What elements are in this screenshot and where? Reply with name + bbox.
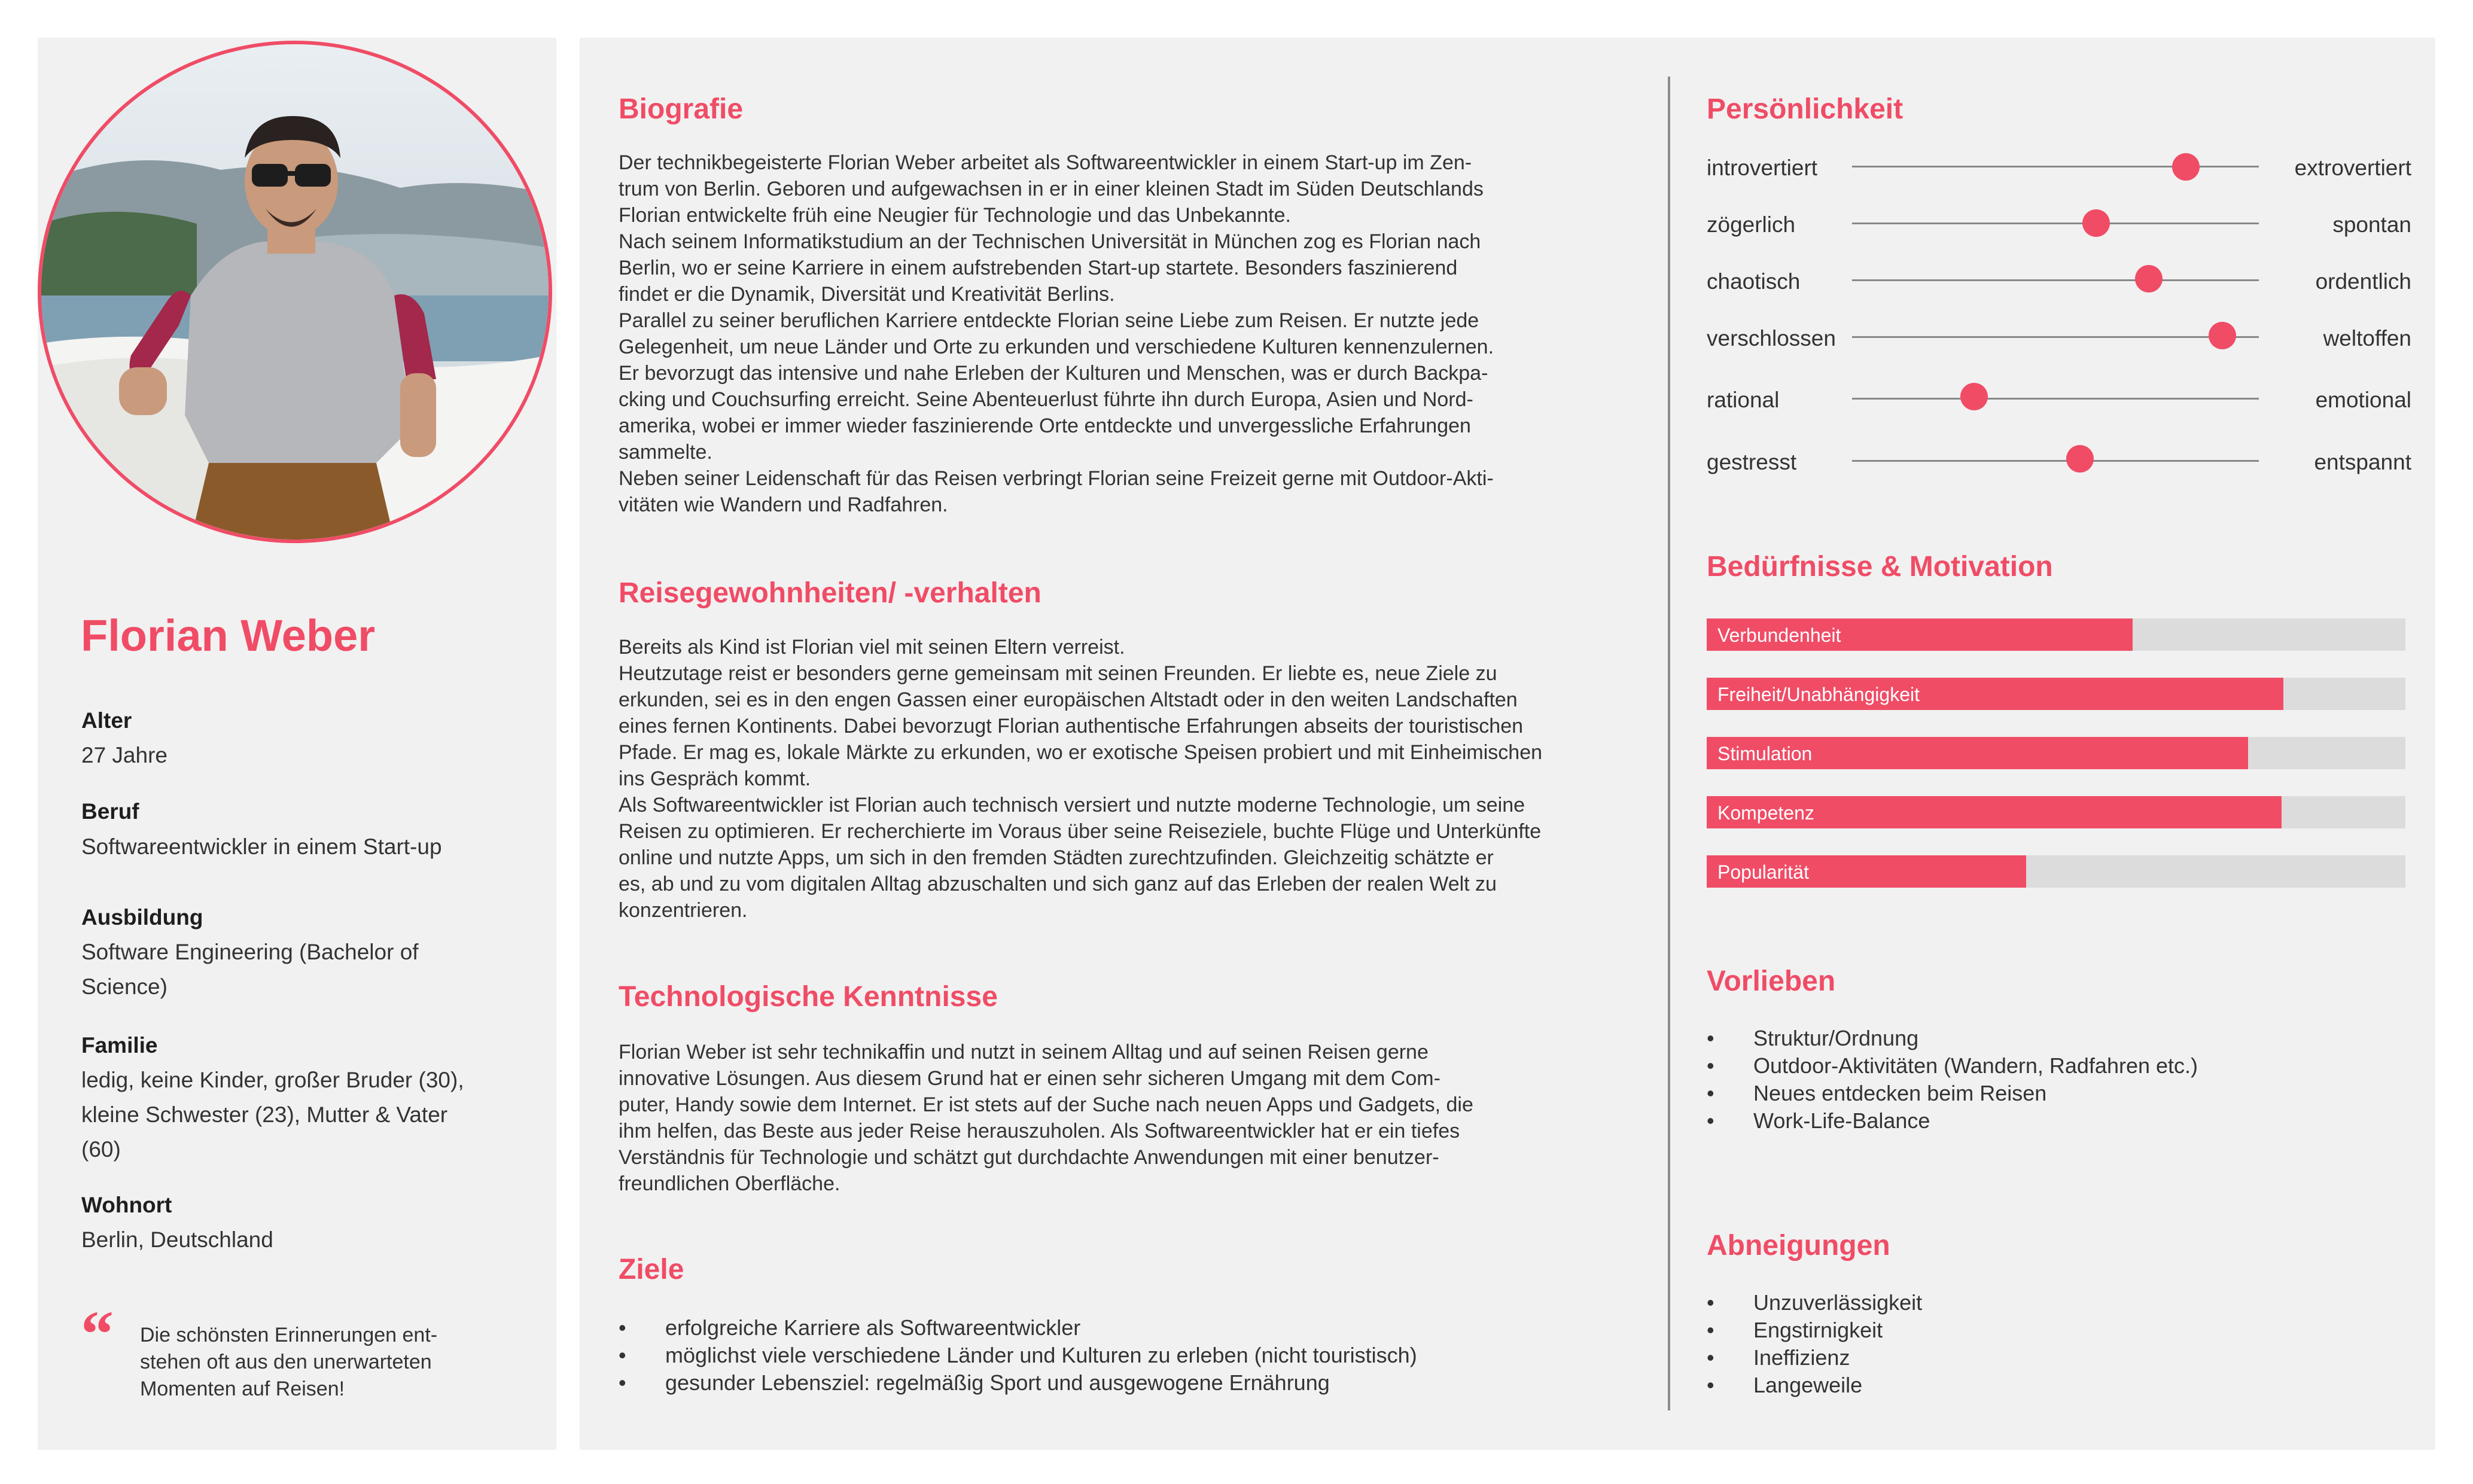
trait-right-label: entspannt [2314, 450, 2411, 474]
trait-track [1852, 460, 2259, 462]
quote-icon: “ [81, 1297, 114, 1370]
quote-text: Die schönsten Erinnerungen ent- stehen oft aus den unerwarteten Momenten auf Reisen! [140, 1324, 438, 1400]
trait-marker [2066, 445, 2094, 473]
job-label: Beruf [81, 799, 139, 824]
likes-list [1707, 1025, 2198, 1135]
list-item: • Neues entdecken beim Reisen [1707, 1080, 2198, 1107]
dislikes-list [1707, 1289, 1922, 1399]
list-item: • gesunder Lebensziel: regelmäßig Sport und ausgewogene Ernährung [619, 1369, 1417, 1397]
trait-left-label: introvertiert [1707, 156, 1818, 180]
trait-left-label: chaotisch [1707, 269, 1801, 294]
list-item: • Langeweile [1707, 1372, 1922, 1399]
goals-heading: Ziele [619, 1254, 684, 1285]
trait-marker [2209, 322, 2236, 349]
list-item: • Unzuverlässigkeit [1707, 1289, 1922, 1317]
trait-marker [1960, 383, 1988, 410]
travel-habits-text: Bereits als Kind ist Florian viel mit seinen Eltern verreist. Heutzutage reist er besonders gerne gemeinsam mit seinen Freunden. Er liebte es, neue Ziele zu erkunden, sei es in den engen Gassen einer europäischen Altstadt oder in den weiten Landschaften eines fernen Kontinents. Dabei bevorzugt Florian authentische Erfahrungen abseits der touristischen Pfade. Er mag es, lokale Märkte zu erkunden, wo er exotische Speisen probiert und mit Einheimischen ins Gespräch kommt. Als Softwareentwickler ist Florian auch technisch versiert und nutzte moderne Technologie, um seine Reisen zu optimieren. Er recherchierte im Voraus über seine Reiseziele, buchte Flüge und Unterkünfte online und nutzte Apps, um sich in den fremden Städten zurechtzufinden. Gleichzeitig schätzte er es, ab und zu vom digitalen Alltag abzuschalten und sich ganz auf das Erleben der realen Welt zu konzentrieren. [619, 636, 1543, 922]
biography-heading: Biografie [619, 93, 744, 125]
trait-left-label: gestresst [1707, 450, 1797, 474]
trait-marker [2082, 209, 2110, 237]
trait-track [1852, 398, 2259, 400]
list-item: • erfolgreiche Karriere als Softwareentwickler [619, 1314, 1417, 1342]
column-divider [1668, 77, 1670, 1410]
motivation-bar-label: Verbundenheit [1717, 624, 1841, 646]
travel-habits-heading: Reisegewohnheiten/ -verhalten [619, 577, 1041, 609]
likes-heading: Vorlieben [1707, 965, 1836, 997]
family-label: Familie [81, 1033, 158, 1058]
motivation-bar-label: Kompetenz [1717, 802, 1814, 824]
education-value: Software Engineering (Bachelor of Science) [81, 940, 419, 999]
list-item: • Struktur/Ordnung [1707, 1025, 2198, 1052]
residence-label: Wohnort [81, 1193, 172, 1217]
trait-right-label: spontan [2332, 212, 2411, 237]
trait-left-label: zögerlich [1707, 212, 1796, 237]
motivation-bar [1707, 796, 2405, 828]
biography-text: Der technikbegeisterte Florian Weber arbeitet als Softwareentwickler in einem Start-up im Zen- trum von Berlin. Geboren und aufgewachsen in er in einer kleinen Stadt im Süden Deutschlands Florian entwickelte früh eine Neugier für Technologie und das Unbekannte. Nach seinem Informatikstudium an der Technischen Universität in München zog es Florian nach Berlin, wo er seine Karriere in einem aufstrebenden Start-up startete. Besonders faszinierend findet er die Dynamik, Diversität und Kreativität Berlins. Parallel zu seiner beruflichen Karriere entdeckte Florian seine Liebe zum Reisen. Er nutzte jede Gelegenheit, um neue Länder und Orte zu erkunden und verschiedene Kulturen kennenzulernen. Er bevorzugt das intensive und nahe Erleben der Kulturen und Menschen, was er durch Backpa- cking und Couchsurfing erreicht. Seine Abenteuerlust führte ihn durch Europa, Asien und Nord- amerika, wobei er immer wieder faszinierende Orte entdeckte und unvergessliche Erfahrungen sammelte. Neben seiner Leidenschaft für das Reisen verbringt Florian seine Freizeit gerne mit Outdoor-Akti- vitäten wie Wandern und Radfahren. [619, 151, 1494, 516]
dislikes-heading: Abneigungen [1707, 1230, 1890, 1261]
residence-value: Berlin, Deutschland [81, 1227, 273, 1252]
tech-skills-text: Florian Weber ist sehr technikaffin und nutzt in seinem Alltag und auf seinen Reisen gerne innovative Lösungen. Aus diesem Grund hat er einen sehr sicheren Umgang mit dem Com- puter, Handy sowie dem Internet. Er ist stets auf der Suche nach neuen Apps und Gadgets, die ihm helfen, das Beste aus jeder Reise herauszuholen. Als Softwareentwickler hat er ein tiefes Verständnis für Technologie und schätzt gut durchdachte Anwendungen mit einer benutzer- freundlichen Oberfläche. [619, 1041, 1473, 1195]
trait-track [1852, 279, 2259, 281]
personality-heading: Persönlichkeit [1707, 93, 1904, 125]
profile-photo-illustration [41, 44, 549, 540]
age-value: 27 Jahre [81, 743, 167, 767]
trait-track [1852, 223, 2259, 224]
family-value: ledig, keine Kinder, großer Bruder (30), kleine Schwester (23), Mutter & Vater (60) [81, 1068, 464, 1162]
education-label: Ausbildung [81, 905, 203, 930]
motivation-bar [1707, 618, 2405, 651]
job-value: Softwareentwickler in einem Start-up [81, 834, 442, 859]
motivation-bar [1707, 678, 2405, 710]
motivation-bar [1707, 855, 2405, 888]
motivation-bar-label: Stimulation [1717, 743, 1813, 764]
trait-right-label: extrovertiert [2294, 156, 2411, 180]
motivation-bar-label: Popularität [1717, 861, 1809, 883]
trait-marker [2172, 153, 2200, 181]
motivation-bar [1707, 737, 2405, 769]
persona-name: Florian Weber [81, 611, 376, 660]
list-item: • Work-Life-Balance [1707, 1107, 2198, 1135]
list-item: • Ineffizienz [1707, 1344, 1922, 1372]
trait-left-label: rational [1707, 388, 1780, 412]
trait-right-label: emotional [2315, 388, 2411, 412]
age-label: Alter [81, 708, 132, 733]
list-item: • Engstirnigkeit [1707, 1317, 1922, 1344]
trait-track [1852, 336, 2259, 338]
needs-heading: Bedürfnisse & Motivation [1707, 551, 2053, 583]
list-item: • Outdoor-Aktivitäten (Wandern, Radfahren etc.) [1707, 1052, 2198, 1080]
trait-right-label: weltoffen [2323, 326, 2411, 351]
profile-photo [38, 41, 552, 543]
trait-right-label: ordentlich [2315, 269, 2411, 294]
goals-list [619, 1314, 1417, 1397]
list-item: • möglichst viele verschiedene Länder und Kulturen zu erleben (nicht touristisch) [619, 1342, 1417, 1369]
tech-skills-heading: Technologische Kenntnisse [619, 981, 998, 1013]
trait-left-label: verschlossen [1707, 326, 1836, 351]
motivation-bar-label: Freiheit/Unabhängigkeit [1717, 684, 1920, 705]
